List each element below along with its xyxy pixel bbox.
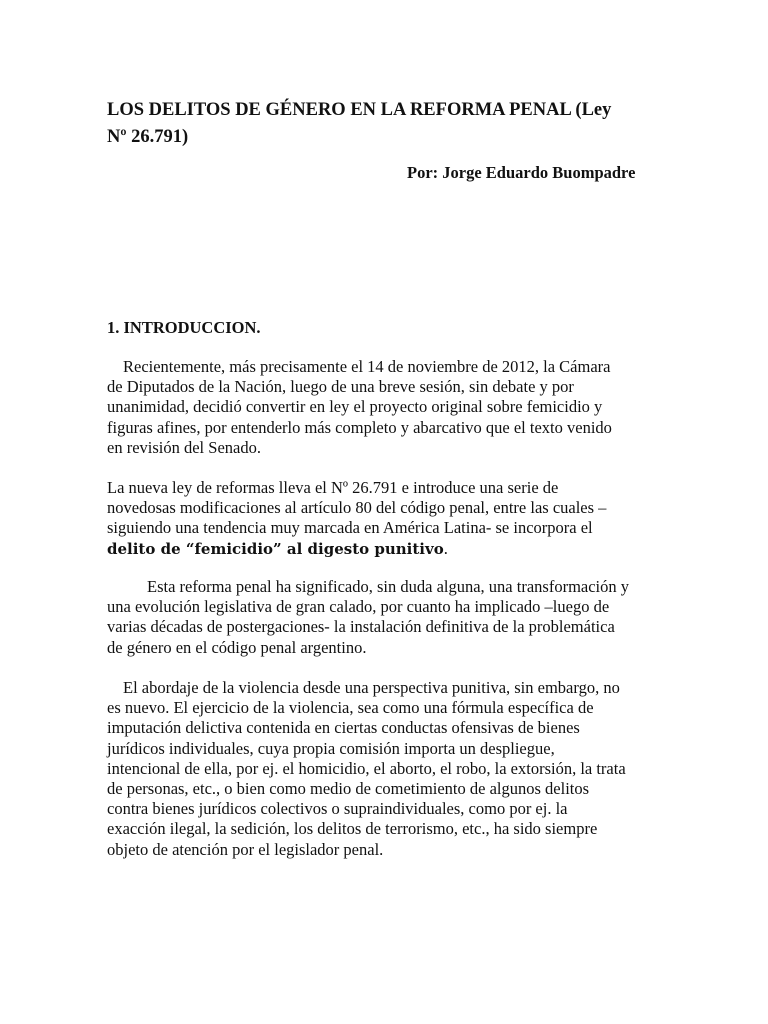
- paragraph-line: objeto de atención por el legislador penal.: [107, 839, 384, 859]
- paragraph-line: intencional de ella, por ej. el homicidio, el aborto, el robo, la extorsión, la trata: [107, 758, 626, 778]
- paragraph-line: de Diputados de la Nación, luego de una breve sesión, sin debate y por: [107, 377, 574, 397]
- paragraph-line: de género en el código penal argentino.: [107, 637, 367, 657]
- paragraph-4: [107, 678, 626, 860]
- paragraph-line: [107, 539, 606, 559]
- author-byline: Por: Jorge Eduardo Buompadre: [407, 163, 636, 182]
- section-heading: 1. INTRODUCCION.: [107, 318, 261, 337]
- bold-suffix: .: [443, 538, 448, 558]
- paragraph-line: novedosas modificaciones al artículo 80 del código penal, entre las cuales –: [107, 498, 607, 518]
- paragraph-line: contra bienes jurídicos colectivos o supraindividuales, como por ej. la: [107, 799, 568, 819]
- paragraph-line: una evolución legislativa de gran calado, por cuanto ha implicado –luego de: [107, 597, 610, 617]
- paragraph-line: imputación delictiva contenida en ciertas conductas ofensivas de bienes: [107, 718, 580, 738]
- paragraph-3: [107, 577, 629, 658]
- paragraph-line: en revisión del Senado.: [107, 437, 261, 457]
- paragraph-line: El abordaje de la violencia desde una perspectiva punitiva, sin embargo, no: [123, 678, 620, 697]
- paragraph-2: [107, 478, 606, 559]
- paragraph-line: siguiendo una tendencia muy marcada en América Latina- se incorpora el: [107, 518, 593, 538]
- paragraph-line: varias décadas de postergaciones- la instalación definitiva de la problemática: [107, 617, 615, 637]
- paragraph-line: es nuevo. El ejercicio de la violencia, sea como una fórmula específica de: [107, 698, 594, 718]
- paragraph-line: jurídicos individuales, cuya propia comisión importa un despliegue,: [107, 738, 555, 758]
- paragraph-line: La nueva ley de reformas lleva el Nº 26.791 e introduce una serie de: [107, 478, 559, 497]
- paragraph-line: Esta reforma penal ha significado, sin duda alguna, una transformación y: [147, 577, 630, 596]
- paragraph-line: figuras afines, por entenderlo más completo y abarcativo que el texto venido: [107, 417, 612, 437]
- title-line: Nº 26.791): [107, 127, 189, 147]
- paragraph-line: exacción ilegal, la sedición, los delitos de terrorismo, etc., ha sido siempre: [107, 819, 598, 839]
- paragraph-line: de personas, etc., o bien como medio de cometimiento de algunos delitos: [107, 779, 590, 799]
- paragraph-line: unanimidad, decidió convertir en ley el proyecto original sobre femicidio y: [107, 397, 603, 417]
- paragraph-1: [107, 357, 612, 458]
- document-title: [107, 97, 697, 151]
- title-line: LOS DELITOS DE GÉNERO EN LA REFORMA PENAL (Ley: [107, 100, 612, 120]
- bold-phrase: delito de “femicidio” al digesto punitivo: [107, 539, 444, 558]
- paragraph-line: Recientemente, más precisamente el 14 de noviembre de 2012, la Cámara: [123, 357, 611, 376]
